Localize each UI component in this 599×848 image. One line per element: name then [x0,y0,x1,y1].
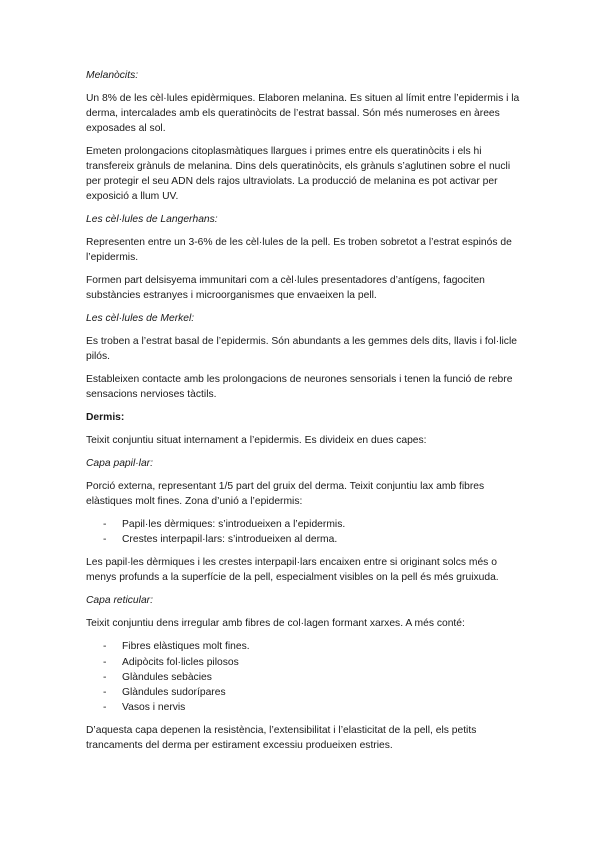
paragraph: Un 8% de les cèl·lules epidèrmiques. Elaboren melanina. Es situen al límit entre l’epidermis i la derma, intercalades amb els queratinòcits de l’estrat bassal. Són més numeroses en àrees exposades al sol. [86,93,520,134]
paragraph: Porció externa, representant 1/5 part del gruix del derma. Teixit conjuntiu lax amb fibres elàstiques molt fines. Zona d’unió a l’epidermis: [86,481,485,507]
paragraph: Formen part delsisyema immunitari com a cèl·lules presentadores d’antígens, fagociten substàncies estranyes i microorganismes que envaeixen la pell. [86,275,485,301]
paragraph: Es troben a l’estrat basal de l’epidermis. Són abundants a les gemmes dels dits, llavis i fol·licle pilós. [86,336,517,362]
list-item: - Adipòcits fol·licles pilosos [86,655,520,670]
heading-melanocits: Melanòcits: [86,70,139,81]
paragraph: D’aquesta capa depenen la resistència, l’extensibilitat i l’elasticitat de la pell, els petits trancaments del derma per estirament excessiu produeixen estries. [86,725,477,752]
paragraph: Teixit conjuntiu situat internament a l’epidermis. Es divideix en dues capes: [86,435,427,446]
list-item: - Fibres elàstiques molt fines. [86,639,520,654]
list-item: - Glàndules sebàcies [86,670,520,685]
list-capa-papillar [86,517,520,547]
paragraph: Teixit conjuntiu dens irregular amb fibres de col·lagen formant xarxes. A més conté: [86,618,465,630]
list-item: - Vasos i nervis [86,700,520,715]
list-item: - Papil·les dèrmiques: s’introdueixen a l’epidermis. [86,517,520,532]
heading-dermis: Dermis: [86,412,125,423]
list-item: - Glàndules sudorípares [86,685,520,700]
paragraph: Estableixen contacte amb les prolongacions de neurones sensorials i tenen la funció de rebre sensacions nervioses tàctils. [86,374,513,400]
document-body [86,68,520,761]
paragraph: Les papil·les dèrmiques i les crestes interpapil·lars encaixen entre si originant solcs més o menys profunds a la superfície de la pell, especialment visibles on la pell és més gruixuda. [86,557,499,584]
heading-merkel: Les cèl·lules de Merkel: [86,313,195,324]
paragraph: Emeten prolongacions citoplasmàtiques llargues i primes entre els queratinòcits i els hi transfereix grànuls de melanina. Dins dels queratinòcits, els grànuls s’aglutinen sobre el nucli per protegir el seu ADN dels rajos ultraviolats. La producció de melanina es pot activar per exposició a llum UV. [86,146,511,202]
heading-capa-papillar: Capa papil·lar: [86,458,153,469]
heading-langerhans: Les cèl·lules de Langerhans: [86,214,218,225]
paragraph: Representen entre un 3-6% de les cèl·lules de la pell. Es troben sobretot a l’estrat espinós de l’epidermis. [86,237,512,263]
list-capa-reticular [86,639,520,715]
heading-capa-reticular: Capa reticular: [86,595,153,607]
list-item: - Crestes interpapil·lars: s’introdueixen al derma. [86,532,520,547]
